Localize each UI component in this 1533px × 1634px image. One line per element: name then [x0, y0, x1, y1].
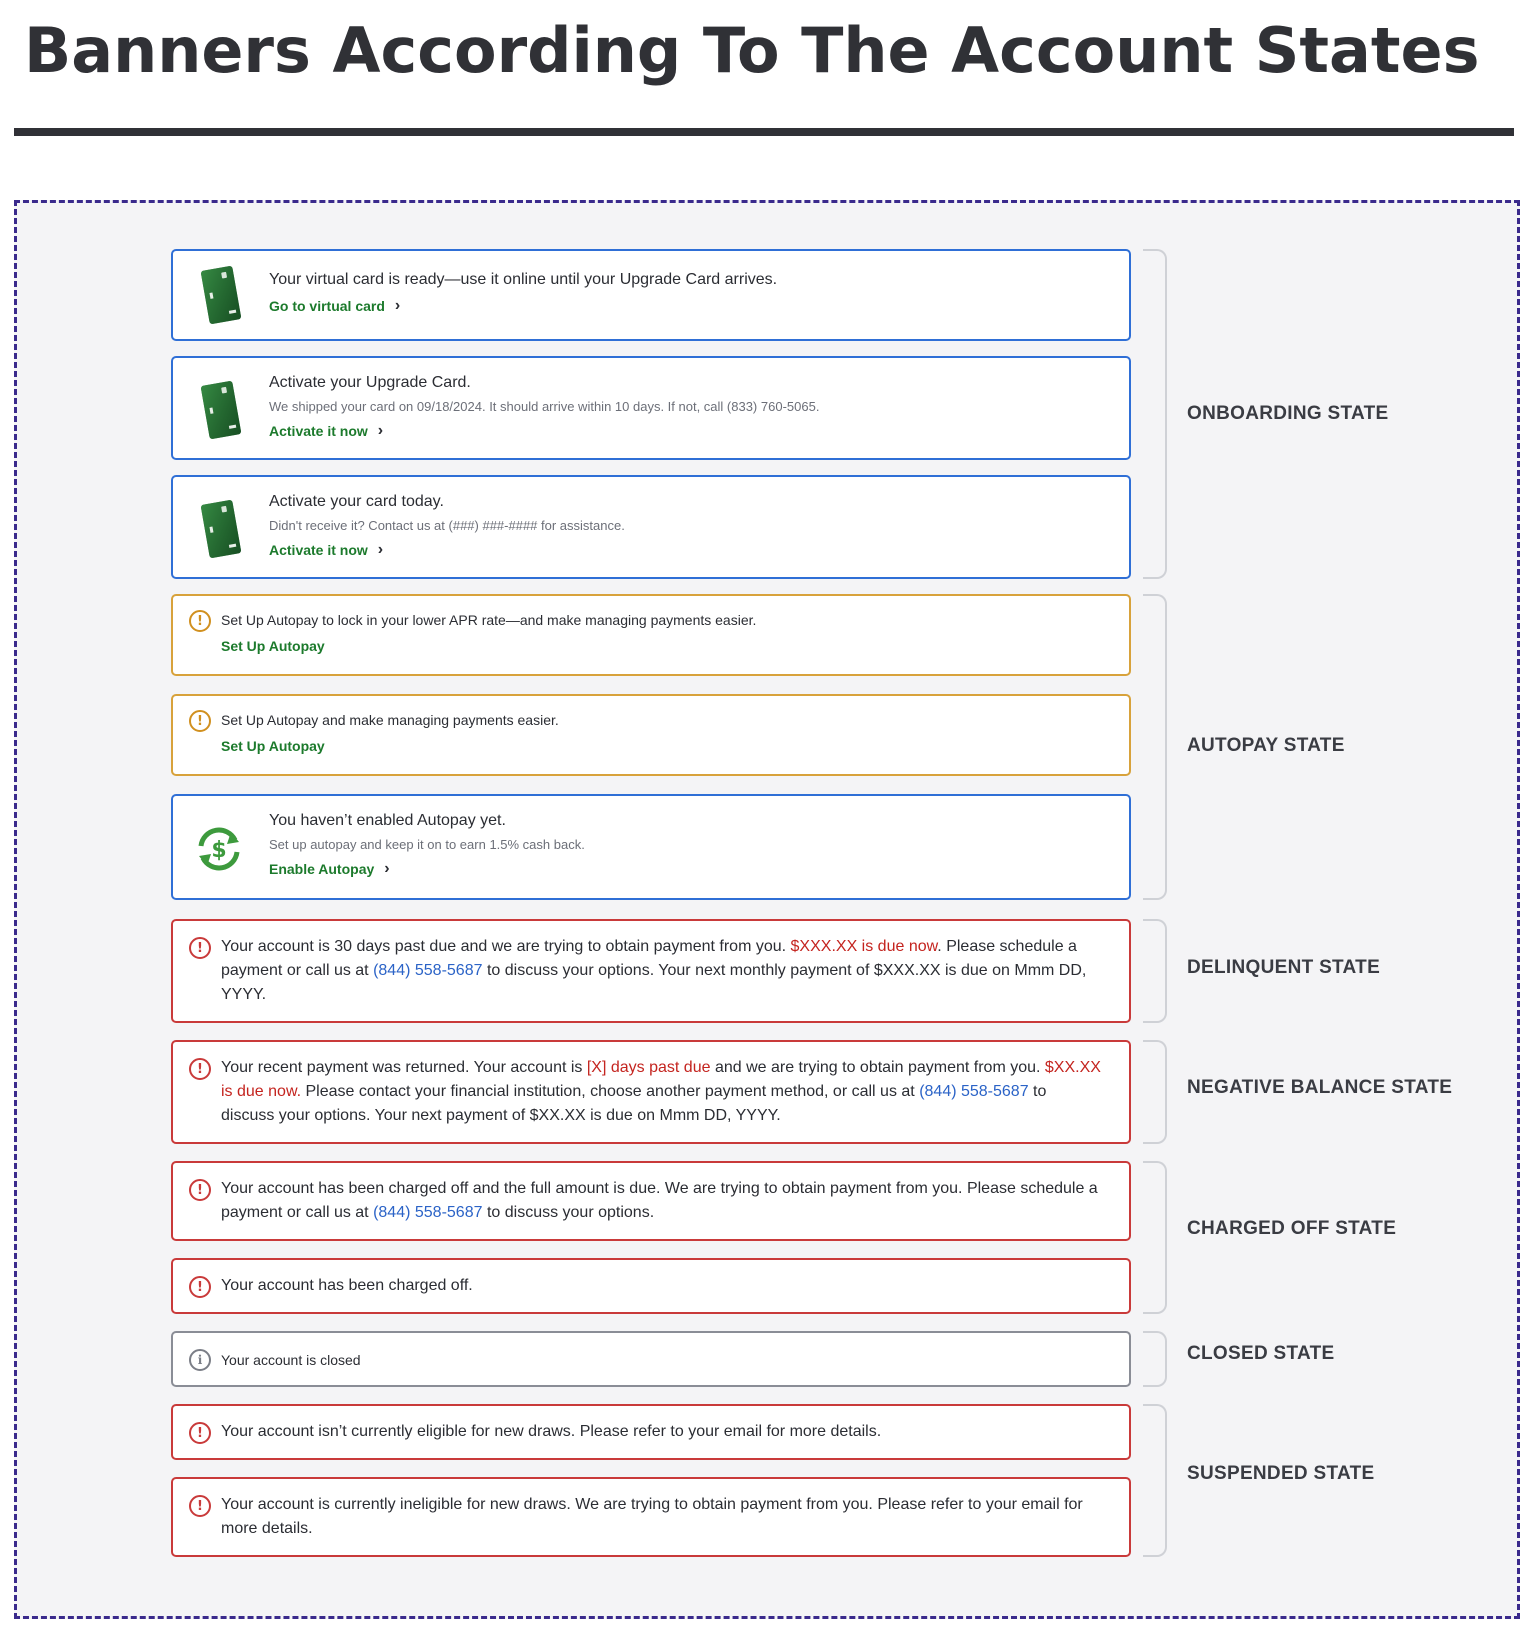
autopay-easier-banner [171, 694, 1131, 776]
activate-upgrade-subtitle: We shipped your card on 09/18/2024. It should arrive within 10 days. If not, call (833) 760-5065. [269, 399, 820, 414]
onboarding-state-label: ONBOARDING STATE [1187, 403, 1389, 424]
autopay-cashback-subtitle: Set up autopay and keep it on to earn 1.5% cash back. [269, 837, 585, 852]
negative-balance-state-label: NEGATIVE BALANCE STATE [1187, 1077, 1453, 1098]
chevron-right-icon: › [384, 860, 390, 877]
charged-off-short-text: Your account has been charged off. [221, 1277, 473, 1294]
autopay-state-label: AUTOPAY STATE [1187, 735, 1345, 756]
banner-showcase-frame [14, 200, 1520, 1619]
negative-text-2: and we are trying to obtain payment from you. [710, 1059, 1045, 1076]
autopay-apr-text: Set Up Autopay to lock in your lower APR rate—and make managing payments easier. [221, 612, 757, 628]
activate-it-now-label: Activate it now [269, 423, 368, 439]
negative-balance-banner [171, 1040, 1131, 1144]
set-up-autopay-link[interactable]: Set Up Autopay [221, 738, 325, 754]
closed-text: Your account is closed [221, 1352, 361, 1368]
delinquent-text-1: Your account is 30 days past due and we are trying to obtain payment from you. [221, 938, 791, 955]
warning-icon: ! [189, 710, 211, 732]
charged-off-full-message [221, 1177, 1101, 1225]
negative-balance-bracket [1143, 1040, 1167, 1144]
go-to-virtual-card-label: Go to virtual card [269, 298, 385, 314]
negative-text-3: Please contact your financial institution, choose another payment method, or call us at [301, 1083, 920, 1100]
info-icon: i [189, 1349, 211, 1371]
activate-today-title: Activate your card today. [269, 493, 444, 510]
suspended-bracket [1143, 1404, 1167, 1557]
chevron-right-icon: › [377, 541, 384, 558]
activate-it-now-link[interactable] [269, 423, 383, 439]
activate-it-now-link[interactable] [269, 542, 383, 558]
delinquent-message [221, 935, 1101, 1007]
phone-link[interactable]: (844) 558-5687 [373, 1204, 483, 1221]
negative-text-1: Your recent payment was returned. Your account is [221, 1059, 587, 1076]
delinquent-banner [171, 919, 1131, 1023]
charged-off-text-1: Your account has been charged off and the full amount is due. We are trying to obtain payment from you. Please schedule a payment or call us at [221, 1180, 1098, 1221]
delinquent-text-3: to discuss your options. Your next monthly payment of $XXX.XX is due on Mmm DD, YYYY. [221, 962, 1087, 1003]
alert-icon: ! [189, 1276, 211, 1298]
alert-icon: ! [189, 1422, 211, 1444]
suspended-not-eligible-text: Your account isn’t currently eligible for new draws. Please refer to your email for more details. [221, 1423, 882, 1440]
autopay-bracket [1143, 594, 1167, 900]
charged-off-text-2: to discuss your options. [482, 1204, 655, 1221]
autopay-cashback-banner [171, 794, 1131, 900]
page-title: Banners According To The Account States [24, 14, 1480, 87]
chevron-right-icon: › [377, 422, 384, 439]
title-divider [14, 128, 1514, 136]
chevron-right-icon: › [394, 297, 401, 314]
enable-autopay-label: Enable Autopay [269, 861, 375, 877]
activate-upgrade-title: Activate your Upgrade Card. [269, 374, 471, 391]
closed-state-label: CLOSED STATE [1187, 1343, 1335, 1364]
negative-balance-message [221, 1056, 1101, 1128]
phone-link[interactable]: (844) 558-5687 [373, 962, 483, 979]
credit-card-icon [199, 265, 243, 325]
closed-bracket [1143, 1331, 1167, 1387]
charged-off-state-label: CHARGED OFF STATE [1187, 1218, 1397, 1239]
autopay-cashback-title: You haven’t enabled Autopay yet. [269, 812, 506, 829]
credit-card-icon [199, 499, 243, 559]
suspended-state-label: SUSPENDED STATE [1187, 1463, 1375, 1484]
alert-icon: ! [189, 1495, 211, 1517]
svg-text:$: $ [211, 838, 227, 863]
go-to-virtual-card-link[interactable] [269, 298, 400, 314]
days-past-due: [X] days past due [586, 1059, 711, 1076]
activate-it-now-label: Activate it now [269, 542, 368, 558]
onboarding-bracket [1143, 249, 1167, 579]
delinquent-amount-due: $XXX.XX is due now [790, 938, 938, 955]
activate-card-today-banner [171, 475, 1131, 579]
charged-off-short-banner [171, 1258, 1131, 1314]
autopay-easier-text: Set Up Autopay and make managing payments easier. [221, 712, 559, 728]
autopay-apr-banner [171, 594, 1131, 676]
activate-upgrade-card-banner [171, 356, 1131, 460]
alert-icon: ! [189, 937, 211, 959]
charged-off-full-banner [171, 1161, 1131, 1241]
alert-icon: ! [189, 1179, 211, 1201]
alert-icon: ! [189, 1058, 211, 1080]
warning-icon: ! [189, 610, 211, 632]
enable-autopay-link[interactable] [269, 861, 390, 877]
suspended-ineligible-text: Your account is currently ineligible for new draws. We are trying to obtain payment from you. Please refer to your email for more details. [221, 1496, 1083, 1537]
phone-link[interactable]: (844) 558-5687 [919, 1083, 1029, 1100]
negative-amount-due: $XX.XX is due now. [221, 1059, 1101, 1100]
dollar-cycle-icon [191, 824, 247, 874]
suspended-ineligible-banner [171, 1477, 1131, 1557]
set-up-autopay-link[interactable]: Set Up Autopay [221, 638, 325, 654]
delinquent-text-2: . Please schedule a payment or call us at [221, 938, 1077, 979]
closed-banner [171, 1331, 1131, 1387]
activate-today-subtitle: Didn't receive it? Contact us at (###) ###-#### for assistance. [269, 518, 625, 533]
credit-card-icon [199, 380, 243, 440]
virtual-card-title: Your virtual card is ready—use it online until your Upgrade Card arrives. [269, 271, 778, 288]
delinquent-state-label: DELINQUENT STATE [1187, 957, 1381, 978]
virtual-card-banner [171, 249, 1131, 341]
suspended-not-eligible-banner [171, 1404, 1131, 1460]
delinquent-bracket [1143, 919, 1167, 1023]
charged-off-bracket [1143, 1161, 1167, 1314]
negative-text-4: to discuss your options. Your next payment of $XX.XX is due on Mmm DD, YYYY. [221, 1083, 1047, 1124]
